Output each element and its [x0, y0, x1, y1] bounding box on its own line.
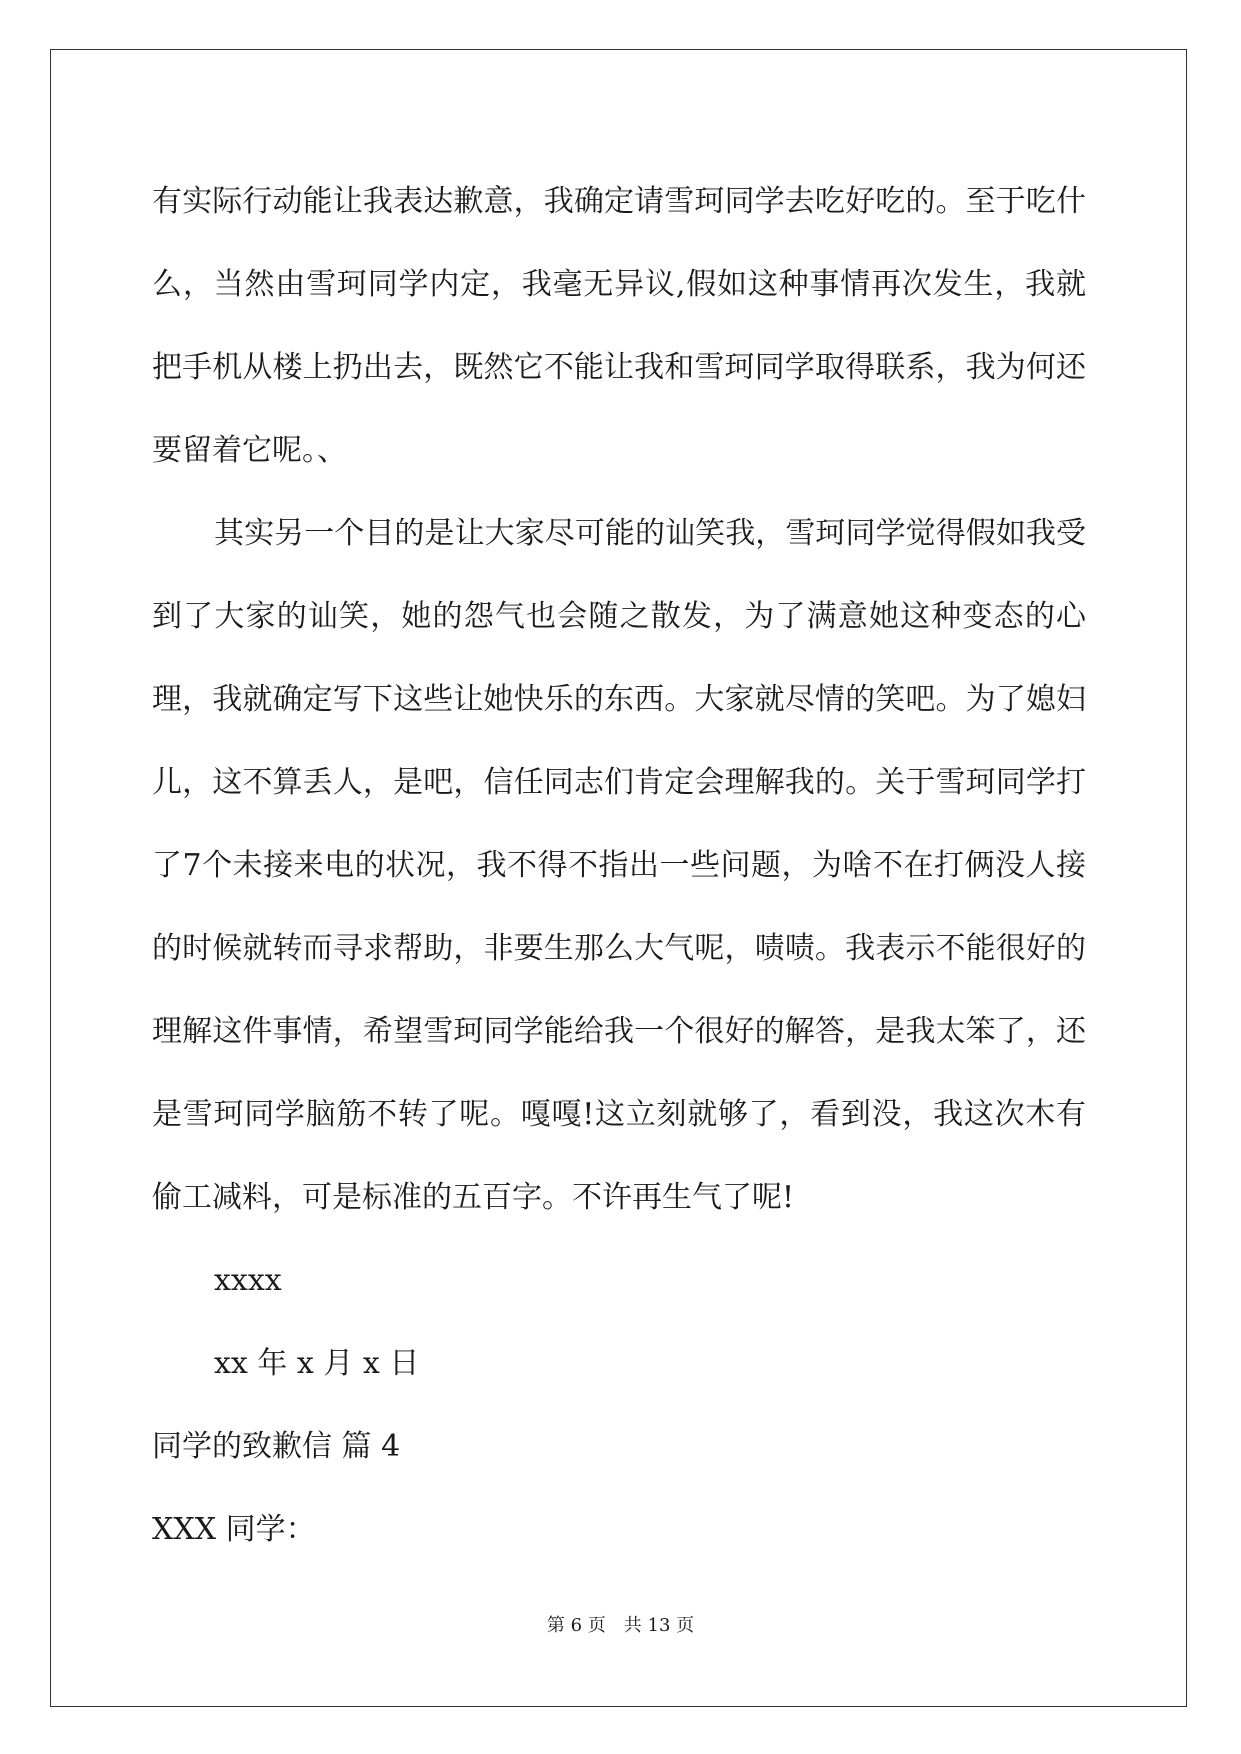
paragraph: 其实另一个目的是让大家尽可能的讪笑我，雪珂同学觉得假如我受到了大家的讪笑，她的怨气也会随之散发，为了满意她这种变态的心理，我就确定写下这些让她快乐的东西。大家就尽情的笑吧。为了媳妇儿，这不算丢人，是吧，信任同志们肯定会理解我的。关于雪珂同学打了7个未接来电的状况，我不得不指出一些问题，为啥不在打俩没人接的时候就转而寻求帮助，非要生那么大气呢，啧啧。我表示不能很好的理解这件事情，希望雪珂同学能给我一个很好的解答，是我太笨了，还是雪珂同学脑筋不转了呢。嘎嘎!这立刻就够了，看到没，我这次木有偷工减料，可是标准的五百字。不许再生气了呢! [152, 516, 1086, 1215]
letter-date: xx 年 x 月 x 日 [214, 1346, 420, 1381]
section-title: 同学的致歉信 篇 4 [152, 1429, 401, 1464]
paragraph-continued: 有实际行动能让我表达歉意，我确定请雪珂同学去吃好吃的。至于吃什么，当然由雪珂同学内定，我毫无异议,假如这种事情再次发生，我就把手机从楼上扔出去，既然它不能让我和雪珂同学取得联系，我为何还要留着它呢。、 [152, 184, 1086, 468]
salutation: XXX 同学： [152, 1512, 316, 1547]
document-body [152, 160, 1086, 1571]
signature: xxxx [214, 1263, 282, 1298]
page-footer [0, 1614, 1241, 1638]
page-number-total: 共 13 页 [623, 1615, 695, 1636]
page-number-current: 第 6 页 [546, 1615, 606, 1636]
